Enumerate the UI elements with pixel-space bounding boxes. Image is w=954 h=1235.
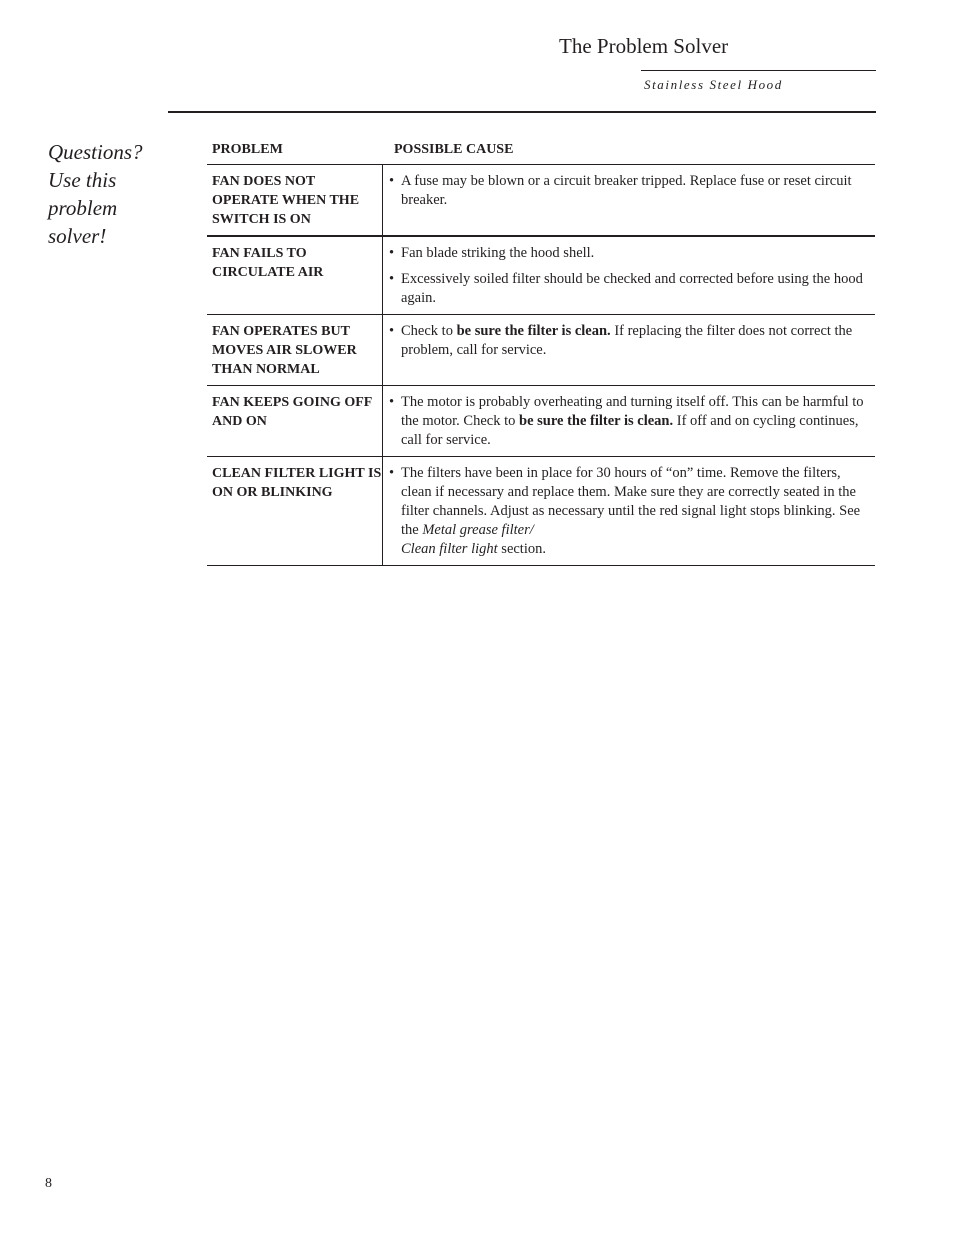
side-heading-line: Questions?: [48, 140, 143, 164]
side-heading-line: solver!: [48, 224, 107, 248]
column-header-problem: PROBLEM: [212, 142, 283, 157]
cause-reference: Metal grease filter/: [422, 522, 534, 538]
cause-cell: [383, 386, 875, 456]
side-heading-line: Use this: [48, 168, 117, 192]
side-heading-line: problem: [48, 196, 118, 220]
cause-text: Excessively soiled filter should be checked and corrected before using the hood again.: [401, 271, 863, 306]
cause-text: If off and on cycling continues, call for service.: [401, 413, 859, 448]
problem-cell: FAN DOES NOT OPERATE WHEN THE SWITCH IS ON: [207, 165, 383, 235]
page-number: 8: [45, 1176, 52, 1191]
header-divider-long: [168, 111, 876, 113]
table-row: [207, 386, 875, 457]
side-heading: [48, 138, 168, 250]
problem-cell: FAN KEEPS GOING OFF AND ON: [207, 386, 383, 456]
cause-cell: [383, 237, 875, 314]
cause-text: A fuse may be blown or a circuit breaker tripped. Replace fuse or reset circuit breaker.: [401, 173, 852, 208]
cause-text: Check to: [401, 323, 457, 339]
problem-cell: FAN FAILS TO CIRCULATE AIR: [207, 237, 383, 314]
cause-cell: [383, 315, 875, 385]
cause-item: [389, 464, 871, 559]
table-row: [207, 165, 875, 237]
problem-cell: CLEAN FILTER LIGHT IS ON OR BLINKING: [207, 457, 383, 565]
column-header-cause: POSSIBLE CAUSE: [394, 142, 514, 157]
cause-emphasis: be sure the filter is clean.: [519, 413, 674, 429]
header-divider-short: [641, 70, 876, 71]
cause-reference: Clean filter light: [401, 541, 498, 557]
table-row: [207, 457, 875, 566]
table-header-row: [207, 136, 875, 165]
cause-text: The motor is probably overheating and turning itself off. This can be harmful to the motor. Check to: [401, 394, 864, 429]
cause-item: [389, 322, 871, 360]
problem-cell: FAN OPERATES BUT MOVES AIR SLOWER THAN NORMAL: [207, 315, 383, 385]
page-subtitle: Stainless Steel Hood: [644, 77, 783, 92]
cause-text: If replacing the filter does not correct the problem, call for service.: [401, 323, 853, 358]
table-row: [207, 315, 875, 386]
cause-item: [389, 393, 871, 450]
cause-text: Fan blade striking the hood shell.: [401, 245, 595, 261]
cause-item: [389, 244, 871, 263]
cause-text: section.: [497, 541, 546, 557]
cause-item: [389, 172, 871, 210]
cause-text: The filters have been in place for 30 hours of “on” time. Remove the filters, clean if necessary and replace them. Make sure they are correctly seated in the filter channels. Adjust as necessary until the red signal light stops blinking. See the: [401, 465, 861, 538]
cause-emphasis: be sure the filter is clean.: [456, 323, 611, 339]
cause-item: [389, 270, 871, 308]
page-title: The Problem Solver: [559, 34, 729, 58]
cause-cell: [383, 165, 875, 235]
cause-cell: [383, 457, 875, 565]
problem-solver-table: [207, 136, 875, 566]
table-row: [207, 237, 875, 315]
